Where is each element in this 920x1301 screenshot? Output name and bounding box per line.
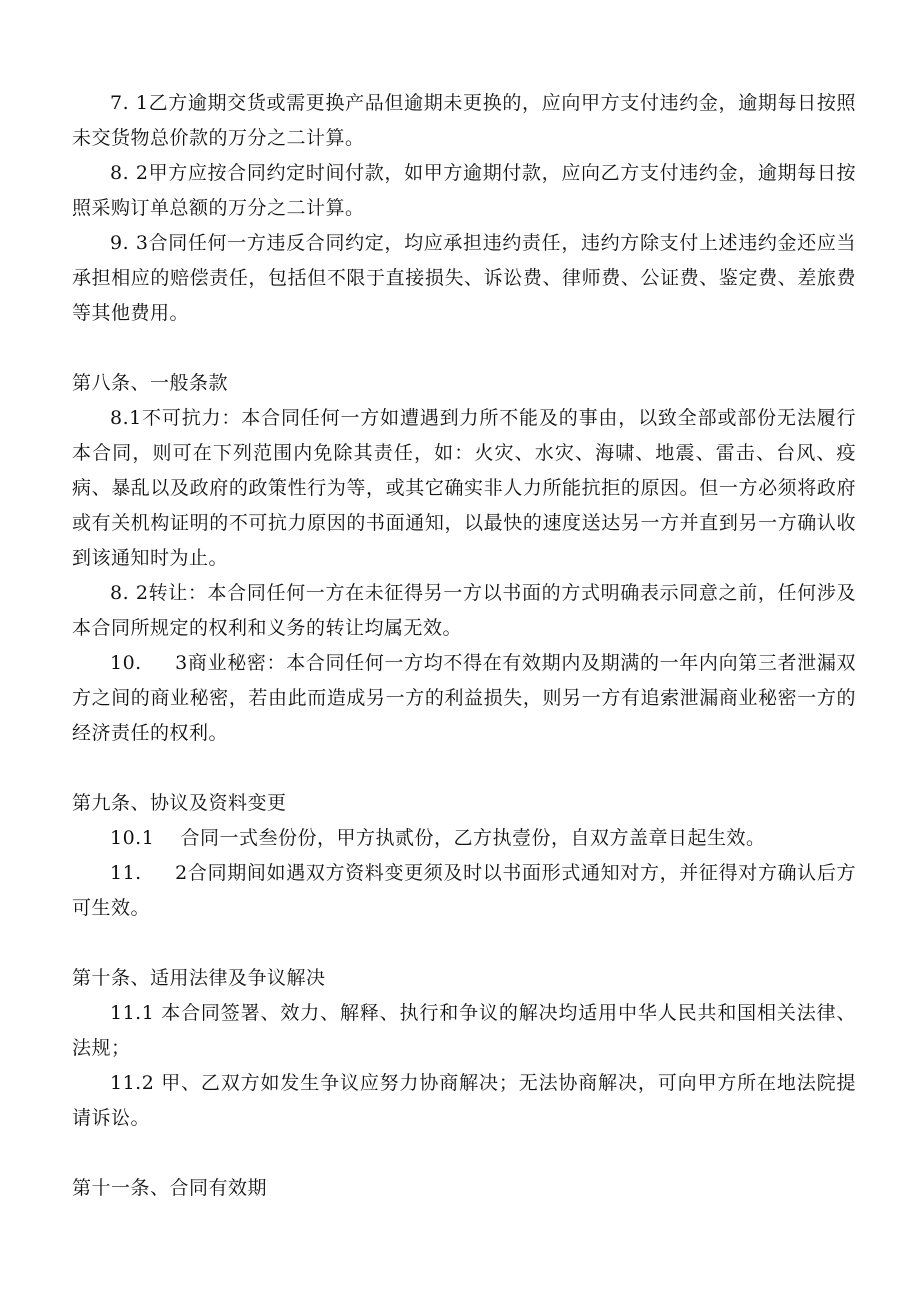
- clause-transfer: 8. 2转让：本合同任何一方在未征得另一方以书面的方式明确表示同意之前，任何涉及本合同所规定的权利和义务的转让均属无效。: [72, 582, 856, 639]
- spacer: [72, 926, 856, 961]
- spacer: [72, 331, 856, 366]
- clause-trade-secret: 10. 3商业秘密：本合同任何一方均不得在有效期内及期满的一年内向第三者泄漏双方之间的商业秘密，若由此而造成另一方的利益损失，则另一方有追索泄漏商业秘密一方的经济责任的权利。: [72, 652, 856, 744]
- clause-8-2: 8. 2甲方应按合同约定时间付款，如甲方逾期付款，应向乙方支付违约金，逾期每日按照采购订单总额的万分之二计算。: [72, 162, 856, 219]
- clause-9-3: 9. 3合同任何一方违反合同约定，均应承担违约责任，违约方除支付上述违约金还应当承担相应的赔偿责任，包括但不限于直接损失、诉讼费、律师费、公证费、鉴定费、差旅费等其他费用。: [72, 232, 856, 324]
- clause-governing-law: 11.1 本合同签署、效力、解释、执行和争议的解决均适用中华人民共和国相关法律、法规；: [72, 1002, 856, 1059]
- article-9-heading: 第九条、协议及资料变更: [72, 792, 287, 814]
- clause-dispute: 11.2 甲、乙双方如发生争议应努力协商解决；无法协商解决，可向甲方所在地法院提请诉讼。: [72, 1072, 856, 1129]
- article-8-heading: 第八条、一般条款: [72, 372, 229, 394]
- clause-copies: 10.1 合同一式叁份份，甲方执贰份，乙方执壹份，自双方盖章日起生效。: [110, 827, 766, 849]
- spacer: [72, 1136, 856, 1171]
- document-page: [72, 86, 856, 1206]
- clause-7-1: 7. 1乙方逾期交货或需更换产品但逾期未更换的，应向甲方支付违约金，逾期每日按照未交货物总价款的万分之二计算。: [72, 92, 856, 149]
- article-10-heading: 第十条、适用法律及争议解决: [72, 967, 326, 989]
- spacer: [72, 751, 856, 786]
- article-11-heading: 第十一条、合同有效期: [72, 1177, 268, 1199]
- clause-info-change: 11. 2合同期间如遇双方资料变更须及时以书面形式通知对方，并征得对方确认后方可生效。: [72, 862, 856, 919]
- clause-force-majeure: 8.1不可抗力：本合同任何一方如遭遇到力所不能及的事由，以致全部或部份无法履行本合同，则可在下列范围内免除其责任，如：火灾、水灾、海啸、地震、雷击、台风、疫病、暴乱以及政府的政策性行为等，或其它确实非人力所能抗拒的原因。但一方必须将政府或有关机构证明的不可抗力原因的书面通知，以最快的速度送达另一方并直到另一方确认收到该通知时为止。: [72, 407, 856, 569]
